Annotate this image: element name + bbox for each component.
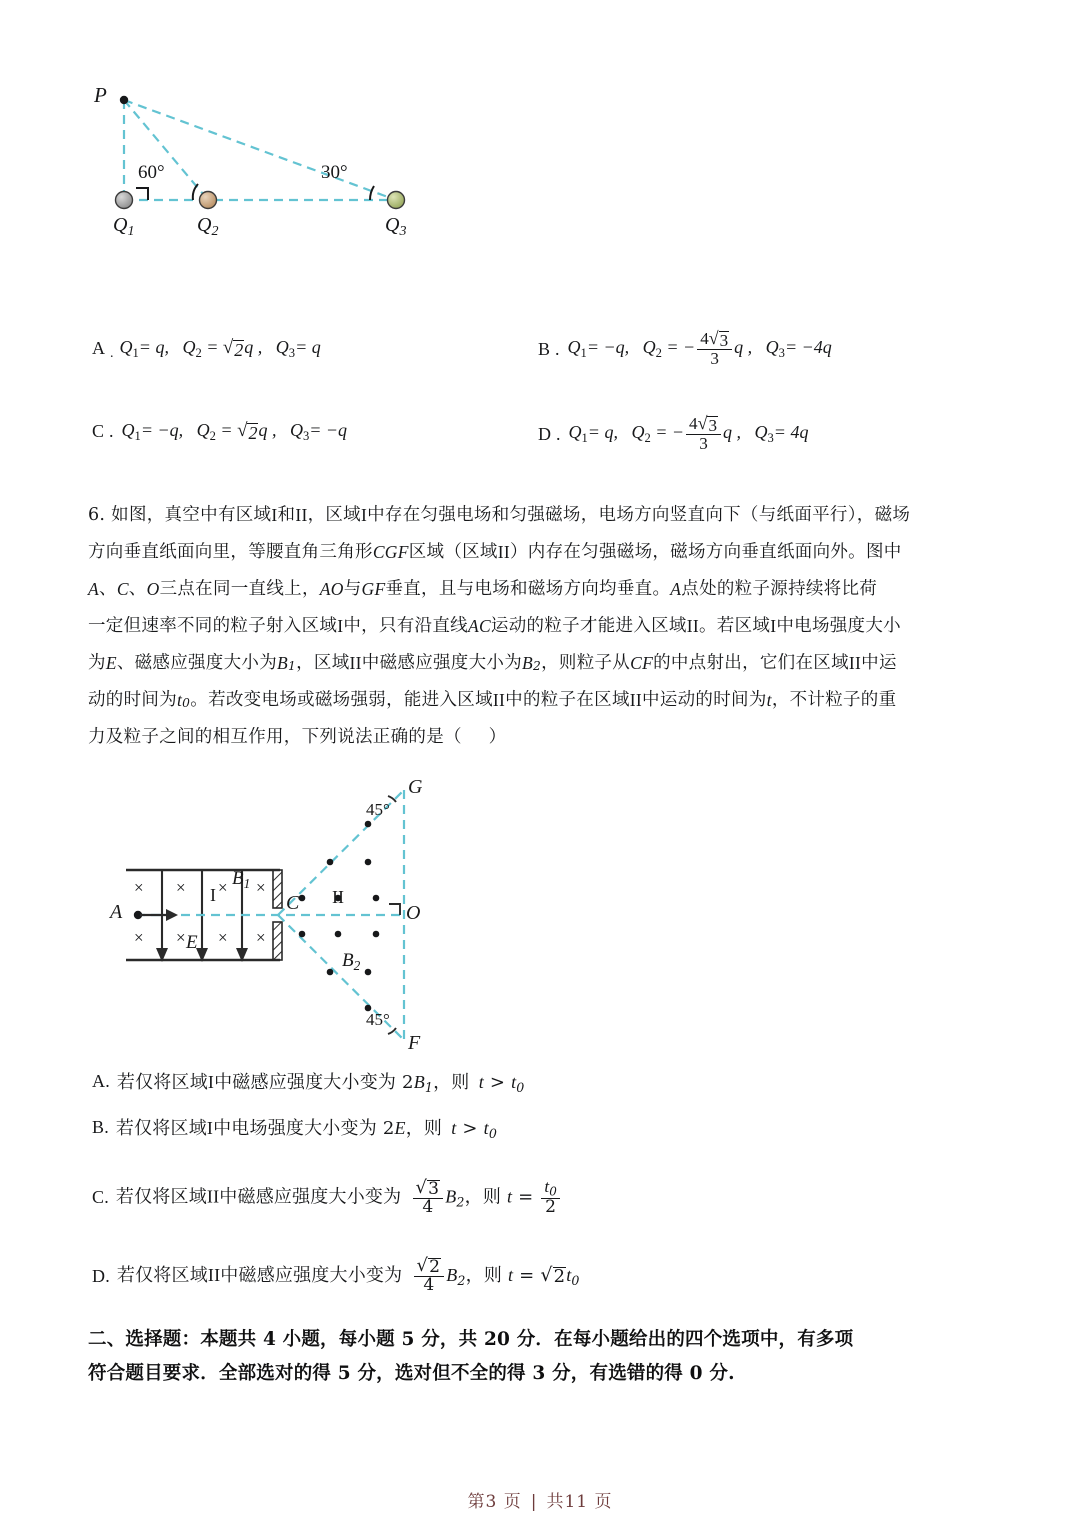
q6-line-1: 6. 如图，真空中有区域 I 和 II ，区域 I 中存在匀强电场和匀强磁场，电场方向竖直向下（与纸面平行），磁场 xyxy=(88,504,911,525)
angle-label-45-top: 45° xyxy=(366,800,390,819)
barrier-plate-top xyxy=(273,870,282,908)
footer-separator: | xyxy=(530,1492,538,1512)
option-C-expression: $Q_1= -q$, $Q_2$ = √ 2 q , $Q_3= -q$ xyxy=(121,420,348,443)
label-G: G xyxy=(408,776,423,798)
q6-option-D-frac-num: √ 2 xyxy=(414,1257,445,1277)
q6-option-C-frac-den: 4 xyxy=(422,1196,434,1217)
q6-option-A-label: A. xyxy=(92,1070,110,1091)
q6-option-B[interactable] xyxy=(92,1114,497,1141)
label-Q1-sub: 1 xyxy=(127,224,135,240)
footer-total-pages: 共11 页 xyxy=(546,1492,613,1512)
label-Q2-sub: 2 xyxy=(211,224,219,240)
option-B-frac-den: 3 xyxy=(710,349,719,369)
option-row-A[interactable] xyxy=(92,337,321,361)
label-B1-base: B xyxy=(232,868,244,889)
option-A-label: A xyxy=(92,338,105,359)
label-Q3-base: Q xyxy=(385,214,400,236)
line-P-Q2 xyxy=(124,100,208,200)
charge-Q3-sphere xyxy=(388,192,405,209)
label-Q3-sub: 3 xyxy=(399,224,407,240)
option-A-punct: . xyxy=(110,345,114,361)
angle-arc-30 xyxy=(370,186,374,200)
option-D-expression: $Q_1= q$, $Q_2$ = − 4 √ 3 3 q , $Q_3= 4q$ xyxy=(568,413,809,454)
section-2-heading xyxy=(88,1325,988,1393)
right-angle-marker-O xyxy=(389,904,400,915)
option-row-C[interactable] xyxy=(92,420,347,444)
option-B-fraction xyxy=(697,330,732,368)
region1-field-crosses: × × × × × × × × xyxy=(134,878,266,947)
point-P-dot xyxy=(120,96,128,104)
label-Q3 xyxy=(385,214,406,240)
option-D[interactable] xyxy=(538,415,808,453)
q6-option-A[interactable] xyxy=(92,1068,524,1095)
option-C-punct: . xyxy=(109,421,114,442)
option-row-D[interactable] xyxy=(538,415,808,453)
triangle-CGF xyxy=(278,790,404,1040)
label-P: P xyxy=(94,83,107,107)
q6-line-7: 力及粒子之间的相互作用，下列说法正确的是（ ） xyxy=(88,726,507,747)
label-Q1-base: Q xyxy=(113,214,128,236)
q6-option-C-result-den: 2 xyxy=(545,1197,557,1218)
option-D-fraction xyxy=(686,415,721,453)
label-E: E xyxy=(186,932,198,953)
option-D-punct: . xyxy=(556,423,561,444)
q6-line-5: 为 E 、磁感应强度大小为 B 1 ，区域 II 中磁感应强度大小为 B 2 ，则粒子从 CF 的中点射出，它们在区域 II 中运 xyxy=(88,652,897,673)
option-C[interactable] xyxy=(92,420,347,444)
label-O: O xyxy=(406,902,421,924)
q6-option-C-fraction xyxy=(413,1176,444,1217)
label-A: A xyxy=(110,901,123,923)
q6-option-C-result-num: $t_0$ xyxy=(541,1178,560,1199)
angle-arc-60 xyxy=(193,184,198,200)
q6-line-2: 方向垂直纸面向里，等腰直角三角形 CGF 区域（区域 II ）内存在匀强磁场，磁场方向垂直纸面向外。图中 xyxy=(88,541,902,562)
option-D-frac-den: 3 xyxy=(699,434,708,454)
three-point-charges-figure xyxy=(86,62,446,302)
option-D-frac-num: 4 √ 3 xyxy=(686,415,721,435)
option-B-frac-num: 4 √ 3 xyxy=(697,330,732,350)
q6-option-A-text: 若仅将区域I中磁感应强度大小变为 $2B_1$，则 $t > t_0$ xyxy=(116,1072,525,1095)
q6-line-4: 一定但速率不同的粒子射入区域 I 中，只有沿直线 AC 运动的粒子才能进入区域 II 。若区域 I 中电场强度大小 xyxy=(88,615,901,636)
footer-current-page: 第3 页 xyxy=(467,1492,522,1512)
field-regions-figure xyxy=(104,776,474,1072)
q6-option-C-frac-num: √ 3 xyxy=(413,1179,444,1199)
angle-label-45-bottom: 45° xyxy=(366,1010,390,1029)
label-B2-sub: 2 xyxy=(353,957,361,973)
label-F: F xyxy=(408,1032,421,1054)
option-B[interactable] xyxy=(538,330,832,368)
option-row-B[interactable] xyxy=(538,330,832,368)
q6-option-C[interactable] xyxy=(92,1178,562,1217)
electric-field-lines xyxy=(162,870,242,954)
label-B2 xyxy=(342,950,360,974)
q6-line-3: A 、 C 、 O 三点在同一直线上， AO 与 GF 垂直，且与电场和磁场方向均垂直。 A 点处的粒子源持续将比荷 xyxy=(88,578,878,599)
label-B1 xyxy=(232,868,250,892)
section-2-line-2: 符合题目要求．全部选对的得 5 分，选对但不全的得 3 分，有选错的得 0 分. xyxy=(88,1363,735,1384)
label-C: C xyxy=(286,892,300,914)
option-B-punct: . xyxy=(555,338,560,359)
option-B-label: B xyxy=(538,338,551,359)
page-footer xyxy=(0,1487,1080,1512)
option-C-label: C xyxy=(92,421,105,442)
q6-option-D[interactable] xyxy=(92,1257,580,1295)
option-B-expression: $Q_1= -q$, $Q_2$ = − 4 √ 3 3 q , $Q_3= -4q$ xyxy=(567,328,832,369)
label-B2-base: B xyxy=(342,950,354,971)
label-B1-sub: 1 xyxy=(243,875,251,891)
label-region-1: I xyxy=(210,885,216,905)
right-angle-marker xyxy=(136,188,148,200)
option-D-label: D xyxy=(538,423,551,444)
q6-option-D-text: 若仅将区域II中磁感应强度大小变为 √ 2 4 $B_2$，则 t = √ 2 $t_0$ xyxy=(116,1255,580,1296)
question-6-stem xyxy=(88,487,988,746)
label-Q2-base: Q xyxy=(197,214,212,236)
q6-option-B-label: B. xyxy=(92,1116,109,1137)
q6-option-B-text: 若仅将区域I中电场强度大小变为 2E，则 $t > t_0$ xyxy=(115,1118,498,1141)
angle-label-60: 60° xyxy=(138,162,165,183)
label-Q1 xyxy=(113,214,134,240)
label-region-2: II xyxy=(332,887,344,907)
option-A-expression: $Q_1= q$, $Q_2$ = √ 2 q , $Q_3= q$ xyxy=(119,337,321,360)
q6-option-D-fraction xyxy=(414,1257,445,1295)
q6-option-C-label: C. xyxy=(92,1187,109,1208)
section-2-line-1: 二、选择题：本题共 4 小题，每小题 5 分，共 20 分．在每小题给出的四个选项中，有多项 xyxy=(88,1329,854,1350)
label-Q2 xyxy=(197,214,218,240)
q6-option-D-label: D. xyxy=(92,1265,110,1286)
particle-velocity-arrowhead xyxy=(166,909,178,921)
angle-label-30: 30° xyxy=(321,162,348,183)
q6-option-C-text: 若仅将区域II中磁感应强度大小变为 √ 3 4 $B_2$，则 t = $\frac{t_0}{2}$ xyxy=(116,1178,562,1217)
figure2-svg xyxy=(104,782,474,1072)
q6-option-D-frac-den: 4 xyxy=(423,1275,435,1296)
barrier-plate-bottom xyxy=(273,922,282,960)
option-A[interactable] xyxy=(92,337,321,361)
q6-line-6: 动的时间为 t 0 。若改变电场或磁场强弱，能进入区域 II 中的粒子在区域 II 中运动的时间为 t ，不计粒子的重 xyxy=(88,689,897,710)
q6-option-C-result-fraction xyxy=(541,1178,560,1217)
charge-Q1-sphere xyxy=(116,192,133,209)
charge-Q2-sphere xyxy=(200,192,217,209)
